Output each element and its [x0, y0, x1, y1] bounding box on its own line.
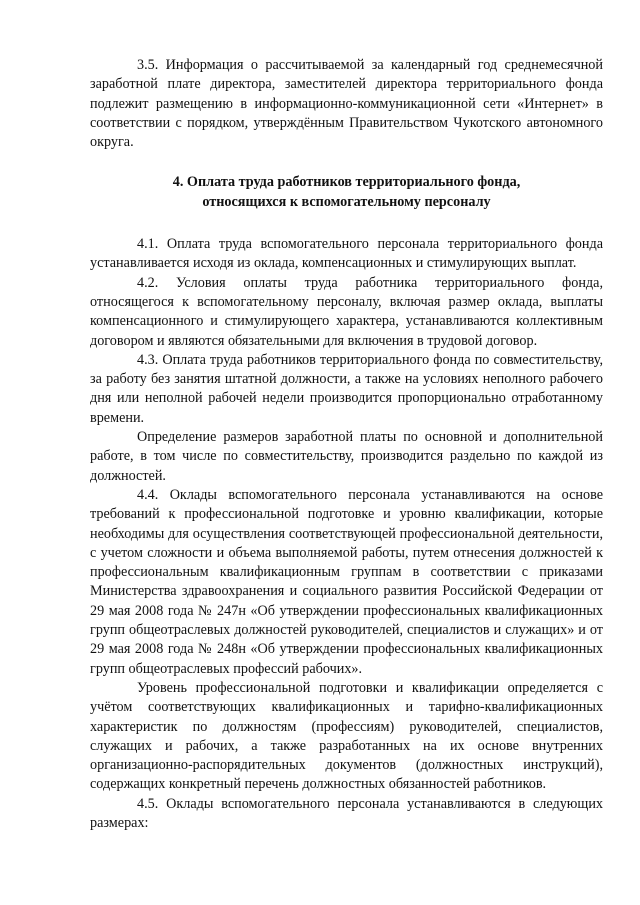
section-4-title-line-2: относящихся к вспомогательному персоналу	[202, 193, 491, 210]
paragraph-4-2: 4.2. Условия оплаты труда работника территориального фонда, относящегося к вспомогательному персоналу, включая размер оклада, выплаты компенсационного и стимулирующего характера, устанавливаются коллективным договором и являются обязательными для включения в трудовой договор.	[90, 274, 603, 349]
paragraph-4-4-continued: Уровень профессиональной подготовки и квалификации определяется с учётом соответствующих квалификационных и тарифно-квалификационных характеристик по должностям (профессиям) руководителей, специалистов, служащих и рабочих, а также разработанных на их основе внутренних организационно-распорядительных документов (должностных инструкций), содержащих конкретный перечень должностных обязанностей работников.	[90, 679, 603, 793]
paragraph-3-5: 3.5. Информация о рассчитываемой за календарный год среднемесячной заработной плате директора, заместителей директора территориального фонда подлежит размещению в информационно-коммуникационной сети «Интернет» в соответствии с порядком, утверждённым Правительством Чукотского автономного округа.	[90, 57, 603, 151]
section-4-title-line-1: 4. Оплата труда работников территориального фонда,	[172, 174, 521, 191]
paragraph-4-4: 4.4. Оклады вспомогательного персонала устанавливаются на основе требований к профессиональной подготовке и уровню квалификации, которые необходимы для осуществления соответствующей профессиональной деятельности, с учетом сложности и объема выполняемой работы, путем отнесения должностей к профессиональным квалификационным группам в соответствии с приказами Министерства здравоохранения и социального развития Российской Федерации от 29 мая 2008 года № 247н «Об утверждении профессиональных квалификационных групп общеотраслевых должностей руководителей, специалистов и служащих» и от 29 мая 2008 года № 248н «Об утверждении профессиональных квалификационных групп общеотраслевых профессий рабочих».	[90, 486, 603, 677]
paragraph-4-3: 4.3. Оплата труда работников территориального фонда по совместительству, за работу без занятия штатной должности, а также на условиях неполного рабочего дня или неполной рабочей недели производится пропорционально отработанному времени.	[90, 351, 603, 426]
paragraph-4-1: 4.1. Оплата труда вспомогательного персонала территориального фонда устанавливается исходя из оклада, компенсационных и стимулирующих выплат.	[90, 236, 603, 272]
paragraph-4-3-continued: Определение размеров заработной платы по основной и дополнительной работе, в том числе по совместительству, производится раздельно по каждой из должностей.	[90, 429, 603, 484]
section-4-heading	[90, 173, 603, 212]
document-page	[90, 56, 603, 833]
paragraph-4-5: 4.5. Оклады вспомогательного персонала устанавливаются в следующих размерах:	[90, 795, 603, 831]
